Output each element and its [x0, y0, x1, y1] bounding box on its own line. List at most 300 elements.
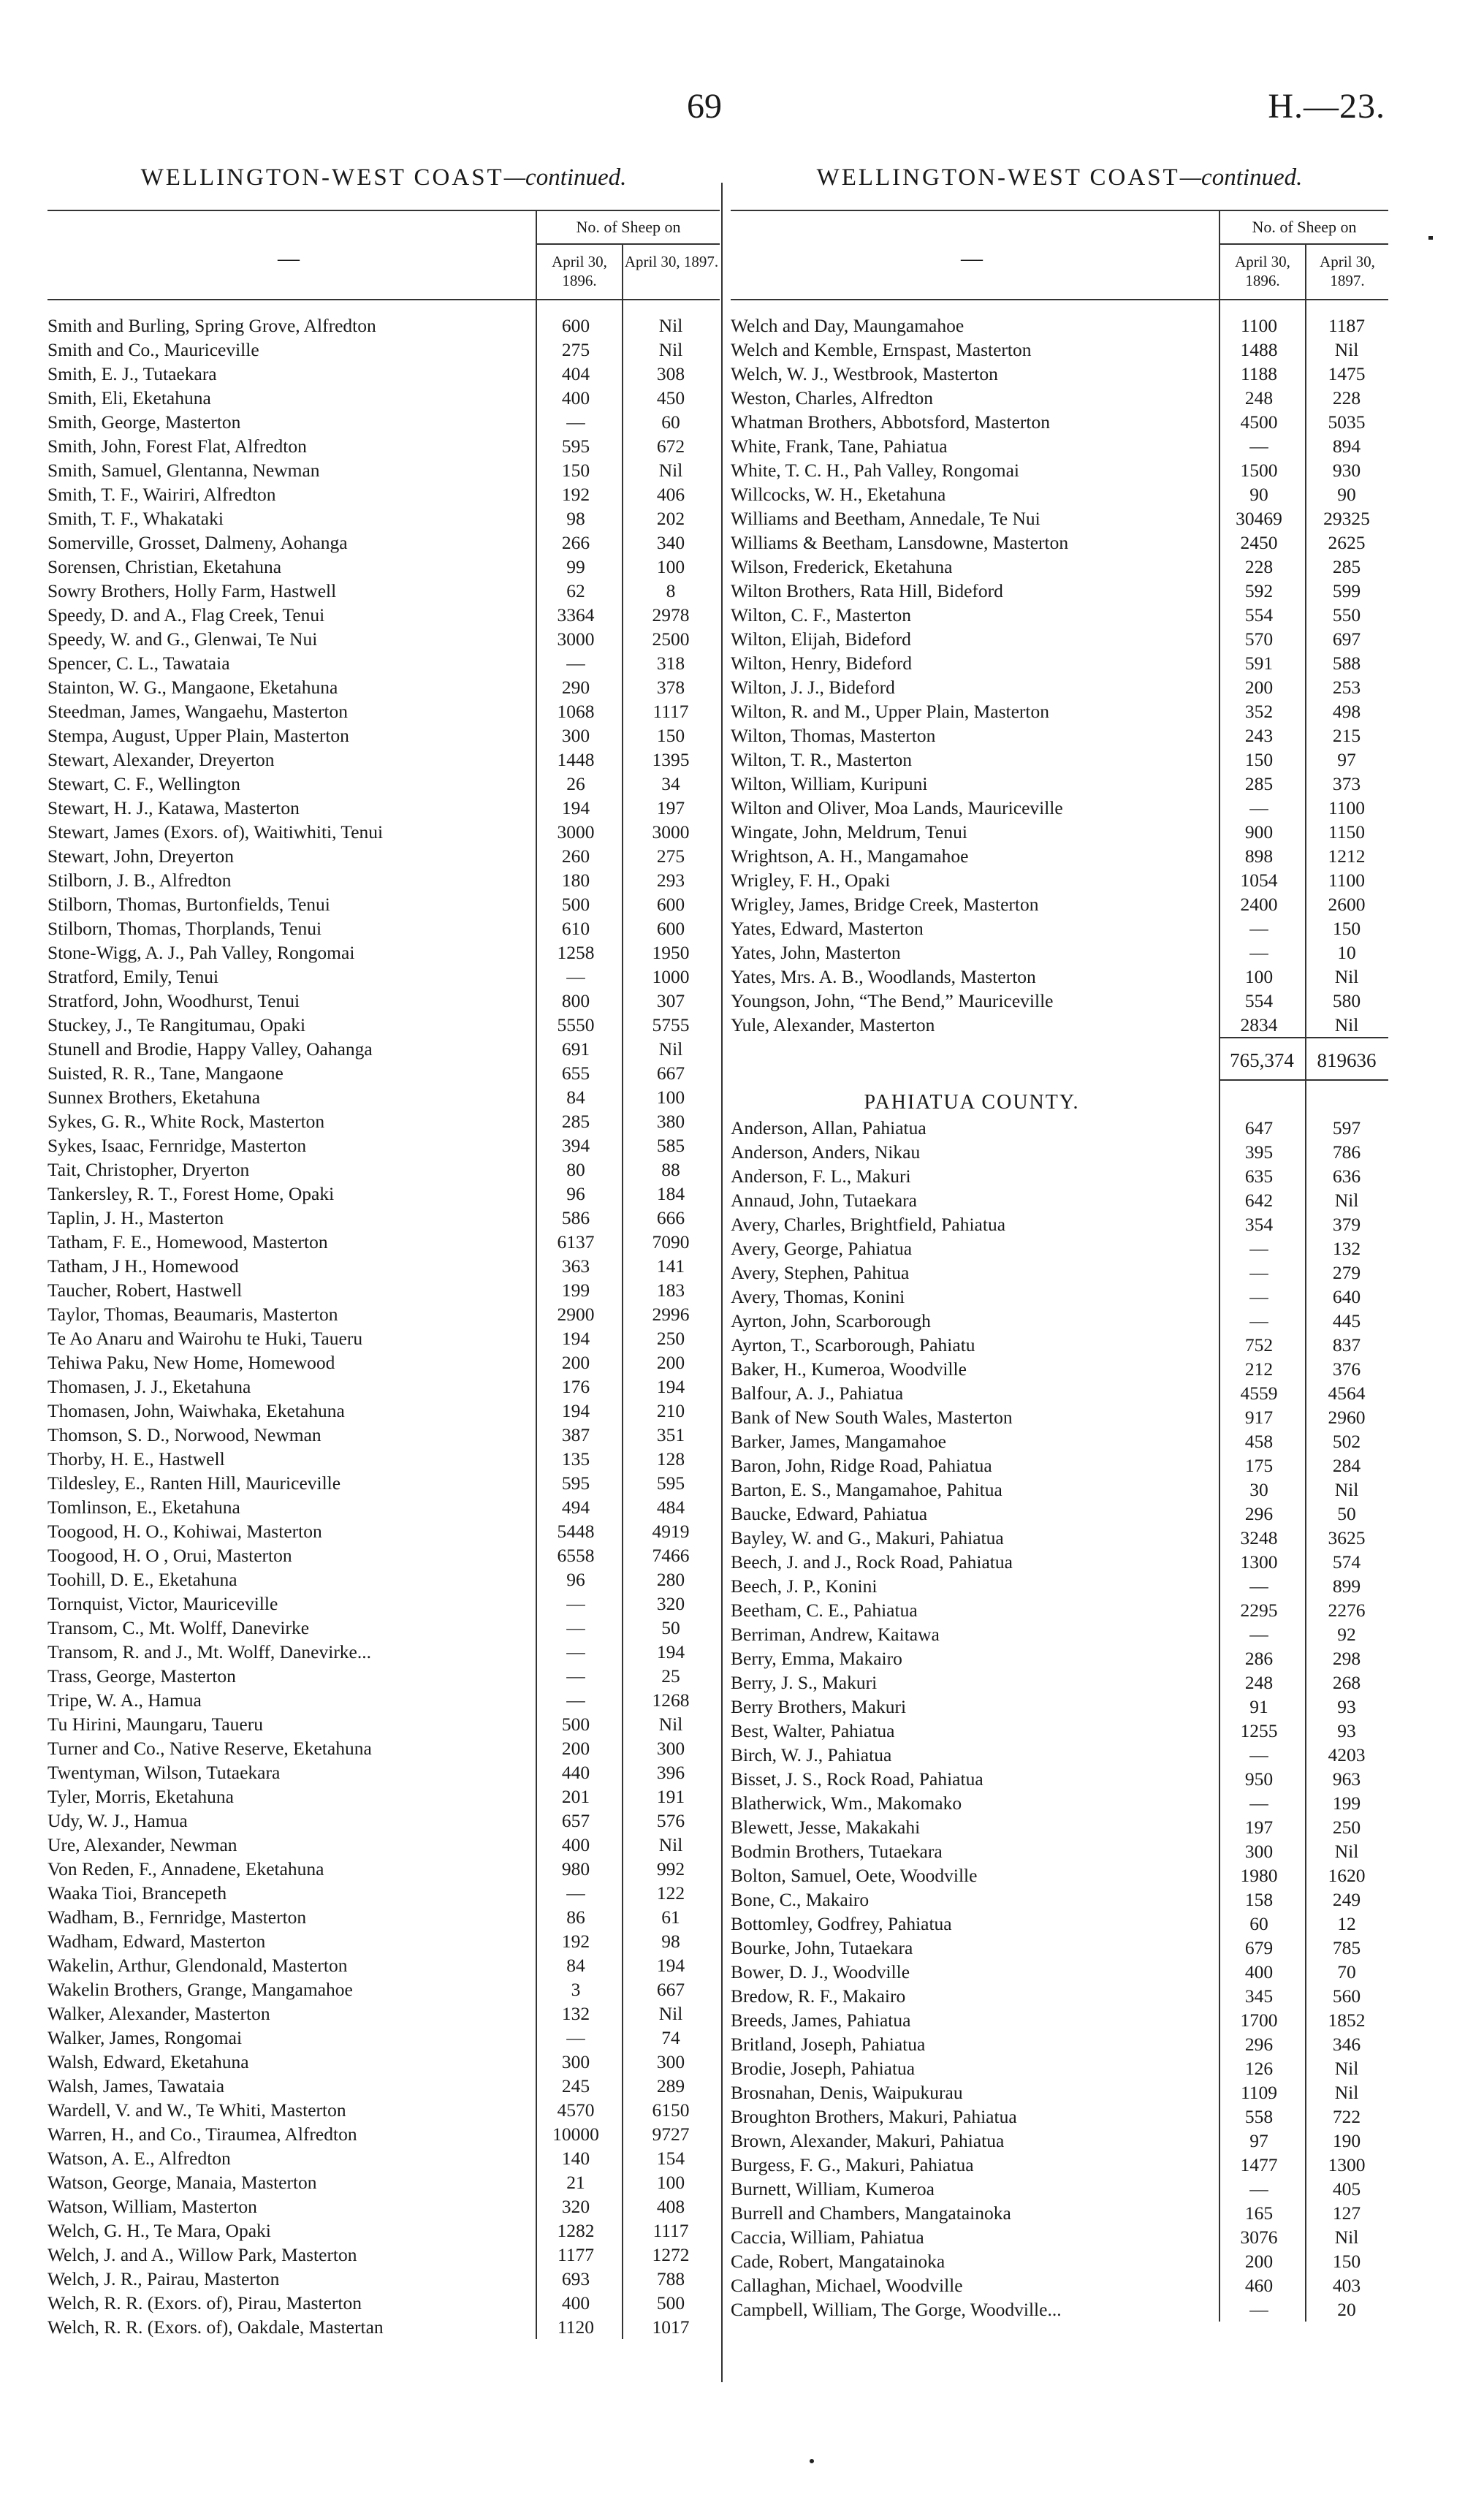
owner-name: Welch, G. H., Te Mara, Opaki	[47, 2220, 271, 2241]
sheep-1896: 400	[1244, 1961, 1274, 1982]
owner-name: Stone-Wigg, A. J., Pah Valley, Rongomai	[47, 942, 355, 963]
sheep-1897: 599	[1332, 580, 1361, 601]
owner-name: Tornquist, Victor, Mauriceville	[47, 1593, 278, 1614]
sheep-1896: 1188	[1240, 363, 1278, 384]
owner-name: Welch and Day, Maungamahoe	[731, 315, 964, 336]
sheep-1896: 98	[566, 508, 585, 529]
sheep-1896: 554	[1244, 604, 1274, 626]
sheep-count-header: No. of Sheep on	[1219, 211, 1388, 245]
owner-name: Cade, Robert, Mangatainoka	[731, 2251, 945, 2272]
table-row	[47, 458, 720, 482]
table-row	[731, 1767, 1388, 1791]
table-row	[47, 627, 720, 651]
sheep-1896: —	[1249, 1575, 1268, 1597]
owner-name: Anderson, Allan, Pahiatua	[731, 1117, 926, 1138]
owner-name: Wilton Brothers, Rata Hill, Bideford	[731, 580, 1003, 601]
sheep-1896: 2295	[1240, 1600, 1278, 1621]
sheep-1897: 29325	[1323, 508, 1370, 529]
table-row	[731, 2249, 1388, 2273]
sheep-1896: 400	[561, 387, 590, 408]
table-row	[731, 1622, 1388, 1646]
owner-name: Burgess, F. G., Makuri, Pahiatua	[731, 2154, 974, 2175]
owner-name: Tehiwa Paku, New Home, Homewood	[47, 1352, 335, 1373]
sheep-1896: 440	[561, 1762, 590, 1783]
sheep-1897: 150	[1332, 2251, 1361, 2272]
sheep-1896: 248	[1244, 1672, 1274, 1693]
table-row	[47, 1833, 720, 1857]
sheep-1896: —	[1249, 942, 1268, 963]
owner-name: Smith, T. F., Wairiri, Alfredton	[47, 484, 276, 505]
sheep-1897: 50	[661, 1617, 680, 1638]
sheep-1897: 50	[1337, 1503, 1356, 1524]
owner-name: Welch, R. R. (Exors. of), Oakdale, Mastertan	[47, 2316, 384, 2338]
owner-name: Stilborn, Thomas, Burtonfields, Tenui	[47, 894, 330, 915]
sheep-1897: 9727	[652, 2124, 690, 2145]
owner-name: Stilborn, J. B., Alfredton	[47, 870, 232, 891]
table-row	[731, 2225, 1388, 2249]
sheep-1897: 697	[1332, 628, 1361, 650]
owner-name: Stunell and Brodie, Happy Valley, Oahanga	[47, 1038, 373, 1060]
sheep-1897: 667	[656, 1062, 685, 1084]
sheep-1896: 228	[1244, 556, 1274, 577]
table-row	[731, 1309, 1388, 1333]
owner-name: Walker, James, Rongomai	[47, 2027, 243, 2048]
table-row	[47, 579, 720, 603]
sheep-1896: 165	[1244, 2202, 1274, 2224]
table-row	[47, 1326, 720, 1350]
sheep-1897: 1950	[652, 942, 690, 963]
table-row	[47, 1519, 720, 1543]
sheep-1896: 180	[561, 870, 590, 891]
sheep-1896: —	[566, 1882, 585, 1904]
table-row	[731, 1960, 1388, 1984]
owner-name: Tatham, F. E., Homewood, Masterton	[47, 1231, 328, 1252]
column-divider	[721, 183, 723, 2382]
owner-name: Wrigley, James, Bridge Creek, Masterton	[731, 894, 1039, 915]
sheep-1897: 1150	[1328, 821, 1366, 843]
sheep-1897: Nil	[1334, 966, 1359, 987]
table-row	[731, 1670, 1388, 1695]
owner-name: Welch, W. J., Westbrook, Masterton	[731, 363, 998, 384]
table-row	[47, 2170, 720, 2194]
sheep-1897: 249	[1332, 1889, 1361, 1910]
table-row	[47, 1495, 720, 1519]
owner-name: Weston, Charles, Alfredton	[731, 387, 933, 408]
owner-name: Wilton and Oliver, Moa Lands, Mauriceville	[731, 797, 1063, 818]
sheep-1897: Nil	[1334, 2082, 1359, 2103]
sheep-1897: 500	[656, 2292, 685, 2314]
sheep-1897: 100	[656, 1087, 685, 1108]
owner-name: Transom, C., Mt. Wolff, Danevirke	[47, 1617, 310, 1638]
owner-name: Wilton, C. F., Masterton	[731, 604, 911, 626]
table-row	[47, 1013, 720, 1037]
owner-name: Smith, John, Forest Flat, Alfredton	[47, 436, 307, 457]
sheep-1897: 200	[656, 1352, 685, 1373]
table-row	[47, 1929, 720, 1953]
table-row	[731, 458, 1388, 482]
owner-name: Bodmin Brothers, Tutaekara	[731, 1841, 943, 1862]
table-row	[731, 1381, 1388, 1405]
sheep-1896: 2900	[557, 1304, 595, 1325]
sheep-1897: 298	[1332, 1648, 1361, 1669]
owner-name: Anderson, F. L., Makuri	[731, 1166, 911, 1187]
owner-name: Stewart, Alexander, Dreyerton	[47, 749, 275, 770]
sheep-1896: —	[1249, 436, 1268, 457]
table-row	[47, 1423, 720, 1447]
sheep-1896: 194	[561, 1400, 590, 1421]
table-row	[731, 579, 1388, 603]
table-row	[731, 1502, 1388, 1526]
sheep-1896: 260	[561, 845, 590, 867]
owner-name: Breeds, James, Pahiatua	[731, 2010, 911, 2031]
table-row	[47, 2026, 720, 2050]
sheep-1897: 406	[656, 484, 685, 505]
table-row	[731, 434, 1388, 458]
table-row	[47, 482, 720, 506]
owner-name: Warren, H., and Co., Tiraumea, Alfredton	[47, 2124, 357, 2145]
owner-name: Tankersley, R. T., Forest Home, Opaki	[47, 1183, 335, 1204]
table-row	[731, 844, 1388, 868]
sheep-1897: Nil	[658, 1714, 683, 1735]
sheep-1897: 3625	[1328, 1527, 1366, 1548]
owner-name: Tripe, W. A., Hamua	[47, 1689, 202, 1711]
table-row	[47, 1278, 720, 1302]
sheep-1897: 318	[656, 653, 685, 674]
sheep-1897: 1272	[652, 2244, 690, 2265]
owner-name: Welch, J. and A., Willow Park, Masterton	[47, 2244, 357, 2265]
table-row	[47, 2050, 720, 2074]
sheep-1897: 2978	[652, 604, 690, 626]
table-row	[47, 1471, 720, 1495]
sheep-1897: 10	[1337, 942, 1356, 963]
ink-mark	[1428, 236, 1433, 240]
table-row	[47, 313, 720, 338]
sheep-1897: 1100	[1328, 797, 1366, 818]
owner-name: Berry, J. S., Makuri	[731, 1672, 878, 1693]
sheep-1896: 91	[1249, 1696, 1268, 1717]
table-row	[47, 2243, 720, 2267]
sheep-1896: 1177	[557, 2244, 595, 2265]
owner-name: Wilton, William, Kuripuni	[731, 773, 928, 794]
sheep-1897: 595	[656, 1472, 685, 1494]
sheep-1897: 100	[656, 556, 685, 577]
owner-name: Watson, A. E., Alfredton	[47, 2148, 231, 2169]
sheep-1897: 194	[656, 1376, 685, 1397]
owner-name: Toogood, H. O., Kohiwai, Masterton	[47, 1521, 322, 1542]
sheep-1896: 192	[561, 1931, 590, 1952]
owner-name: Barker, James, Mangamahoe	[731, 1431, 946, 1452]
owner-name: Smith and Burling, Spring Grove, Alfredton	[47, 315, 376, 336]
sheep-1896: 86	[566, 1906, 585, 1928]
sheep-1897: 585	[656, 1135, 685, 1156]
sheep-1897: 484	[656, 1497, 685, 1518]
table-row	[47, 748, 720, 772]
sheep-1896: 140	[561, 2148, 590, 2169]
table-row	[47, 2001, 720, 2026]
owner-name: Stempa, August, Upper Plain, Masterton	[47, 725, 349, 746]
table-row	[731, 916, 1388, 940]
table-row	[731, 2153, 1388, 2177]
table-row	[47, 434, 720, 458]
table-row	[731, 940, 1388, 965]
sheep-1896: 595	[561, 436, 590, 457]
sheep-1896: —	[1249, 1262, 1268, 1283]
owner-name: Thomasen, John, Waiwhaka, Eketahuna	[47, 1400, 345, 1421]
sheep-1897: 837	[1332, 1334, 1361, 1356]
table-row	[47, 1712, 720, 1736]
year-1896-header: April 30, 1896.	[1219, 245, 1305, 299]
total-1897: 819636	[1305, 1037, 1388, 1081]
table-row	[47, 338, 720, 362]
owner-name: Bottomley, Godfrey, Pahiatua	[731, 1913, 952, 1934]
owner-name: Wilson, Frederick, Eketahuna	[731, 556, 953, 577]
table-row	[731, 1013, 1388, 1037]
owner-name: Burrell and Chambers, Mangatainoka	[731, 2202, 1011, 2224]
sheep-1897: Nil	[1334, 339, 1359, 360]
sheep-1896: 642	[1244, 1190, 1274, 1211]
sheep-1896: 1980	[1240, 1865, 1278, 1886]
table-row	[731, 386, 1388, 410]
table-row	[47, 1206, 720, 1230]
sheep-1897: 351	[656, 1424, 685, 1445]
owner-name: Wadham, Edward, Masterton	[47, 1931, 266, 1952]
sheep-1897: 445	[1332, 1310, 1361, 1331]
sheep-1896: 197	[1244, 1817, 1274, 1838]
sheep-1896: 657	[561, 1810, 590, 1831]
table-row	[731, 1887, 1388, 1912]
sheep-1897: 92	[1337, 1624, 1356, 1645]
sheep-1897: 128	[656, 1448, 685, 1470]
table-row	[731, 1164, 1388, 1188]
owner-name: Watson, George, Manaia, Masterton	[47, 2172, 317, 2193]
sheep-1896: 90	[1249, 484, 1268, 505]
name-column-header: —	[961, 246, 983, 270]
sheep-1897: 379	[1332, 1214, 1361, 1235]
table-row	[47, 362, 720, 386]
sheep-1897: 376	[1332, 1358, 1361, 1380]
sheep-1896: 3000	[557, 628, 595, 650]
table-row	[47, 1905, 720, 1929]
sheep-1896: 30469	[1236, 508, 1282, 529]
sheep-1897: 253	[1332, 677, 1361, 698]
owner-name: Balfour, A. J., Pahiatua	[731, 1383, 904, 1404]
sheep-1896: 285	[561, 1111, 590, 1132]
table-row	[47, 1736, 720, 1760]
sheep-1896: 1488	[1240, 339, 1278, 360]
sheep-1896: 570	[1244, 628, 1274, 650]
sheep-1897: 20	[1337, 2299, 1356, 2320]
owner-name: Baron, John, Ridge Road, Pahiatua	[731, 1455, 992, 1476]
sheep-1896: 2450	[1240, 532, 1278, 553]
table-row	[731, 1646, 1388, 1670]
table-row	[731, 313, 1388, 338]
owner-name: Thomson, S. D., Norwood, Newman	[47, 1424, 321, 1445]
table-row	[731, 1212, 1388, 1236]
sheep-1897: 1300	[1328, 2154, 1366, 2175]
sheep-1897: 722	[1332, 2106, 1361, 2127]
table-row	[47, 1977, 720, 2001]
sheep-1897: 963	[1332, 1768, 1361, 1790]
owner-name: Youngson, John, “The Bend,” Mauriceville	[731, 990, 1054, 1011]
table-row	[731, 1815, 1388, 1839]
owner-name: Wakelin Brothers, Grange, Mangamahoe	[47, 1979, 353, 2000]
owner-name: Brodie, Joseph, Pahiatua	[731, 2058, 916, 2079]
owner-name: Waaka Tioi, Brancepeth	[47, 1882, 227, 1904]
sheep-1897: Nil	[1334, 2058, 1359, 2079]
sheep-1897: 346	[1332, 2034, 1361, 2055]
sheep-1897: 74	[661, 2027, 680, 2048]
sheep-1896: 26	[566, 773, 585, 794]
sheep-1896: 150	[1244, 749, 1274, 770]
sheep-1897: 202	[656, 508, 685, 529]
table-row	[731, 362, 1388, 386]
sheep-1897: 498	[1332, 701, 1361, 722]
sheep-1897: 450	[656, 387, 685, 408]
sheep-1897: 378	[656, 677, 685, 698]
sheep-1897: 5755	[652, 1014, 690, 1035]
sheep-1896: 554	[1244, 990, 1274, 1011]
table-row	[47, 1592, 720, 1616]
sheep-1897: 215	[1332, 725, 1361, 746]
table-row	[47, 1182, 720, 1206]
sheep-1897: 293	[656, 870, 685, 891]
sheep-1896: 1255	[1240, 1720, 1278, 1741]
owner-name: Ayrton, T., Scarborough, Pahiatu	[731, 1334, 975, 1356]
sheep-1896: 800	[561, 990, 590, 1011]
table-row	[731, 1984, 1388, 2008]
sheep-1897: 550	[1332, 604, 1361, 626]
owner-name: Willcocks, W. H., Eketahuna	[731, 484, 946, 505]
table-row	[731, 1791, 1388, 1815]
owner-name: Thomasen, J. J., Eketahuna	[47, 1376, 251, 1397]
table-row	[47, 699, 720, 723]
sheep-1897: 184	[656, 1183, 685, 1204]
sheep-1896: 595	[561, 1472, 590, 1494]
table-row	[47, 1085, 720, 1109]
wellington-west-coast-rows	[731, 313, 1388, 1037]
sheep-1897: 194	[656, 1641, 685, 1662]
sheep-1896: 150	[561, 460, 590, 481]
sheep-1897: 70	[1337, 1961, 1356, 1982]
table-row	[731, 1357, 1388, 1381]
owner-name: Bisset, J. S., Rock Road, Pahiatua	[731, 1768, 983, 1790]
sheep-1897: 4203	[1328, 1744, 1366, 1765]
owner-name: Wilton, Thomas, Masterton	[731, 725, 936, 746]
owner-name: Wrightson, A. H., Mangamahoe	[731, 845, 969, 867]
sheep-1896: —	[566, 411, 585, 433]
sheep-1897: 8	[666, 580, 676, 601]
sheep-1896: 200	[561, 1352, 590, 1373]
table-row	[731, 989, 1388, 1013]
sheep-1896: —	[1249, 1238, 1268, 1259]
sheep-1896: 980	[561, 1858, 590, 1879]
left-column-title: WELLINGTON-WEST COAST—continued.	[140, 164, 627, 191]
sheep-1897: 279	[1332, 1262, 1361, 1283]
owner-name: Callaghan, Michael, Woodville	[731, 2275, 963, 2296]
table-row	[47, 2122, 720, 2146]
table-row	[47, 1230, 720, 1254]
table-row	[47, 1109, 720, 1133]
sheep-1897: 340	[656, 532, 685, 553]
sheep-1897: 100	[656, 2172, 685, 2193]
owner-name: Sunnex Brothers, Eketahuna	[47, 1087, 261, 1108]
owner-name: Blewett, Jesse, Makakahi	[731, 1817, 921, 1838]
owner-name: Avery, George, Pahiatua	[731, 1238, 913, 1259]
sheep-1896: 610	[561, 918, 590, 939]
owner-name: Tomlinson, E., Eketahuna	[47, 1497, 240, 1518]
table-row	[47, 506, 720, 531]
table-row	[47, 386, 720, 410]
sheep-1897: 2500	[652, 628, 690, 650]
sheep-1896: 691	[561, 1038, 590, 1060]
table-row	[47, 2146, 720, 2170]
sheep-1896: —	[1249, 1310, 1268, 1331]
sheep-1896: 586	[561, 1207, 590, 1228]
owner-name: Wilton, T. R., Masterton	[731, 749, 913, 770]
sheep-1896: 3076	[1240, 2227, 1278, 2248]
table-row	[731, 965, 1388, 989]
table-row	[731, 675, 1388, 699]
sheep-1896: 84	[566, 1087, 585, 1108]
table-row	[731, 1936, 1388, 1960]
table-row	[731, 1574, 1388, 1598]
sheep-1896: 199	[561, 1280, 590, 1301]
table-row	[47, 1375, 720, 1399]
owner-name: Caccia, William, Pahiatua	[731, 2227, 924, 2248]
sheep-1897: 1100	[1328, 870, 1366, 891]
sheep-1897: 600	[656, 894, 685, 915]
owner-name: Transom, R. and J., Mt. Wolff, Danevirke...	[47, 1641, 372, 1662]
sheep-1897: 1017	[652, 2316, 690, 2338]
table-row	[731, 772, 1388, 796]
sheep-1897: 97	[1337, 749, 1356, 770]
table-row	[731, 699, 1388, 723]
table-row	[731, 651, 1388, 675]
owner-name: Birch, W. J., Pahiatua	[731, 1744, 892, 1765]
owner-name: Wingate, John, Meldrum, Tenui	[731, 821, 967, 843]
sheep-1896: 394	[561, 1135, 590, 1156]
sheep-1896: 500	[561, 1714, 590, 1735]
sheep-1897: 3000	[652, 821, 690, 843]
sheep-1896: —	[566, 1641, 585, 1662]
table-row	[731, 2297, 1388, 2322]
sheep-1897: 12	[1337, 1913, 1356, 1934]
sheep-1897: 785	[1332, 1937, 1361, 1958]
table-row	[731, 1719, 1388, 1743]
owner-name: Walsh, James, Tawataia	[47, 2075, 225, 2096]
owner-name: Trass, George, Masterton	[47, 1665, 236, 1687]
owner-name: Bourke, John, Tutaekara	[731, 1937, 913, 1958]
sheep-1896: 4570	[557, 2099, 595, 2121]
sheep-1897: 150	[1332, 918, 1361, 939]
sheep-1896: 212	[1244, 1358, 1274, 1380]
sheep-1897: 930	[1332, 460, 1361, 481]
sheep-1896: 4559	[1240, 1383, 1278, 1404]
sheep-1896: 345	[1244, 1985, 1274, 2007]
table-row	[731, 748, 1388, 772]
sheep-1896: 10000	[552, 2124, 599, 2145]
owner-name: Sorensen, Christian, Eketahuna	[47, 556, 282, 577]
sheep-1897: 4564	[1328, 1383, 1366, 1404]
table-row	[47, 723, 720, 748]
sheep-1897: 560	[1332, 1985, 1361, 2007]
sheep-1896: 97	[1249, 2130, 1268, 2151]
owner-name: Bone, C., Makairo	[731, 1889, 870, 1910]
owner-name: Thorby, H. E., Hastwell	[47, 1448, 225, 1470]
table-row	[47, 603, 720, 627]
sheep-1896: 1448	[557, 749, 595, 770]
owner-name: Williams & Beetham, Lansdowne, Masterton	[731, 532, 1069, 553]
